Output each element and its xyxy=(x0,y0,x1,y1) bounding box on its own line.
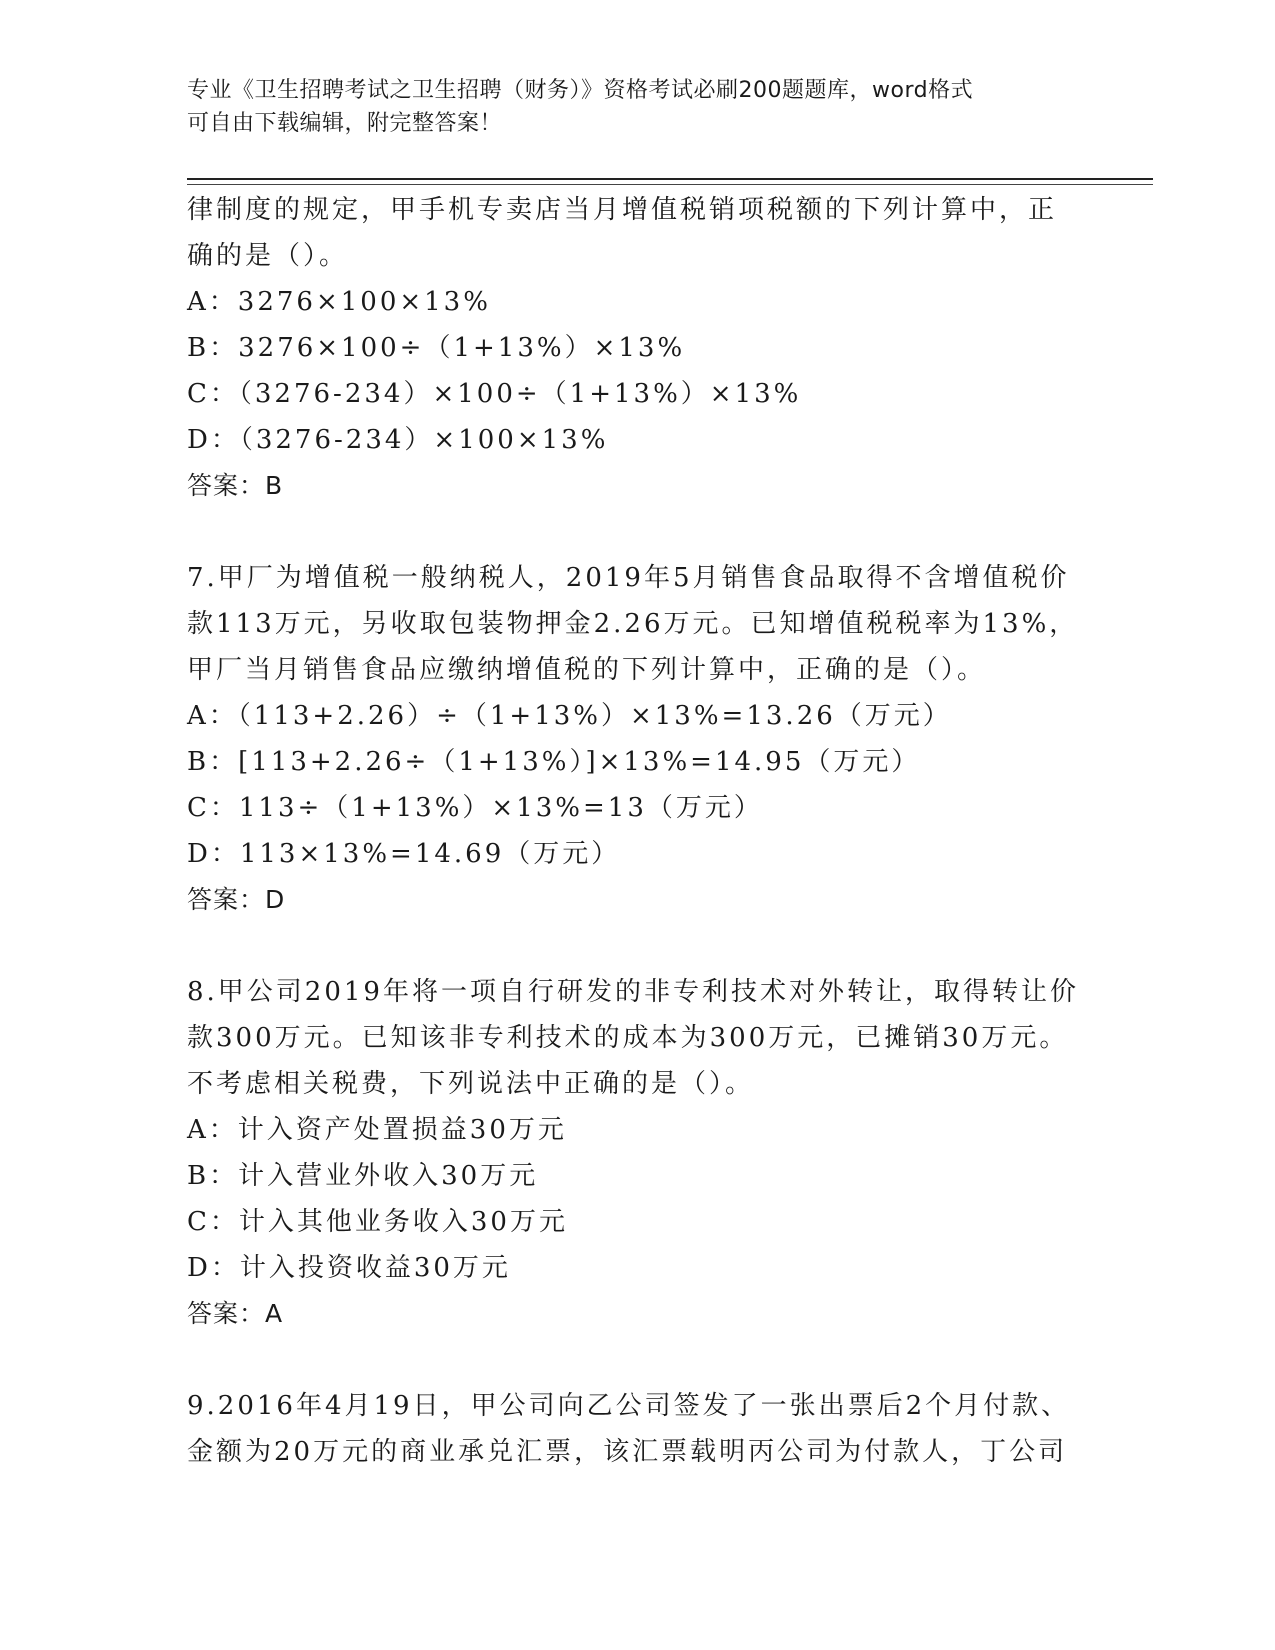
option-b: B：计入营业外收入30万元 xyxy=(187,1161,539,1191)
option-c: C：计入其他业务收入30万元 xyxy=(187,1207,568,1237)
question-stem-line: 金额为20万元的商业承兑汇票，该汇票载明丙公司为付款人，丁公司 xyxy=(187,1437,1068,1467)
option-d: D：计入投资收益30万元 xyxy=(187,1253,511,1283)
question-spacer xyxy=(187,509,1087,555)
question-spacer xyxy=(187,923,1087,969)
question-7 xyxy=(187,555,1087,923)
question-stem-line: 款113万元，另收取包装物押金2.26万元。已知增值税税率为13%， xyxy=(187,609,1079,639)
option-b: B：[113+2.26÷（1+13%）]×13%=14.95（万元） xyxy=(187,747,921,777)
question-stem-line: 甲厂当月销售食品应缴纳增值税的下列计算中，正确的是（）。 xyxy=(187,655,987,685)
document-body xyxy=(187,187,1087,1475)
question-stem-line: 款300万元。已知该非专利技术的成本为300万元，已摊销30万元。 xyxy=(187,1023,1069,1053)
option-a: A：计入资产处置损益30万元 xyxy=(187,1115,567,1145)
header-title-line-2: 可自由下载编辑，附完整答案！ xyxy=(187,111,503,136)
question-9 xyxy=(187,1383,1087,1475)
question-6 xyxy=(187,187,1087,509)
question-stem-line: 8.甲公司2019年将一项自行研发的非专利技术对外转让，取得转让价 xyxy=(187,977,1079,1007)
question-stem-line: 律制度的规定，甲手机专卖店当月增值税销项税额的下列计算中，正 xyxy=(187,195,1058,225)
option-a: A：（113+2.26）÷（1+13%）×13%=13.26（万元） xyxy=(187,701,952,731)
question-8 xyxy=(187,969,1087,1337)
option-c: C：113÷（1+13%）×13%=13（万元） xyxy=(187,793,763,823)
page-header xyxy=(187,74,1087,140)
header-divider-thick xyxy=(187,178,1153,180)
answer-line: 答案：B xyxy=(187,471,284,500)
option-c: C：（3276-234）×100÷（1+13%）×13% xyxy=(187,379,802,409)
question-stem-line: 7.甲厂为增值税一般纳税人，2019年5月销售食品取得不含增值税价 xyxy=(187,563,1070,593)
option-b: B：3276×100÷（1+13%）×13% xyxy=(187,333,686,363)
header-divider-thin xyxy=(187,184,1153,185)
option-a: A：3276×100×13% xyxy=(187,287,491,317)
question-stem-line: 不考虑相关税费，下列说法中正确的是（）。 xyxy=(187,1069,755,1099)
answer-line: 答案：D xyxy=(187,885,286,914)
question-stem-line: 9.2016年4月19日，甲公司向乙公司签发了一张出票后2个月付款、 xyxy=(187,1391,1071,1421)
question-stem-line: 确的是（）。 xyxy=(187,241,349,271)
question-spacer xyxy=(187,1337,1087,1383)
option-d: D：113×13%=14.69（万元） xyxy=(187,839,621,869)
header-title-line-1: 专业《卫生招聘考试之卫生招聘（财务）》资格考试必刷200题题库，word格式 xyxy=(187,78,974,103)
option-d: D：（3276-234）×100×13% xyxy=(187,425,609,455)
answer-line: 答案：A xyxy=(187,1299,284,1328)
